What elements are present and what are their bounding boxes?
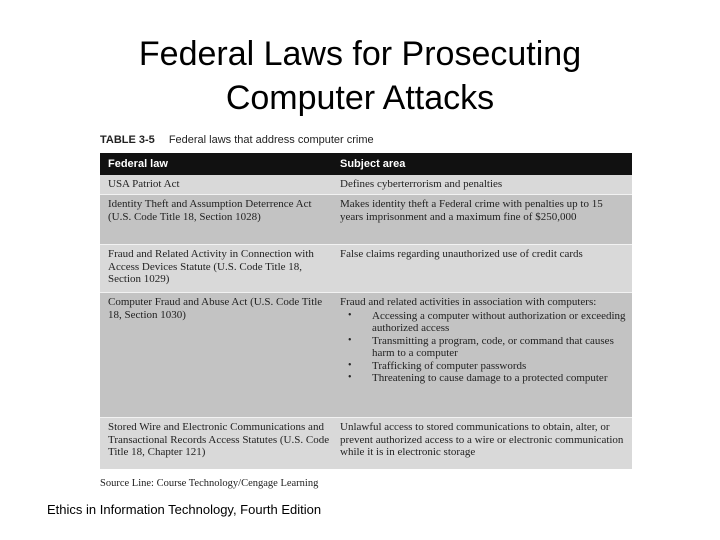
table-row [100,417,632,469]
cell-federal-law: Computer Fraud and Abuse Act (U.S. Code Title 18, Section 1030) [108,296,323,321]
table-row [100,194,632,244]
table-caption-text: Federal laws that address computer crime [168,134,374,146]
table-header-row [100,153,632,175]
cell-subject-area: Makes identity theft a Federal crime with penalties up to 15 years imprisonment and a maximum fine of $250,000 [340,198,603,223]
cell-federal-law: Stored Wire and Electronic Communications and Transactional Records Access Statutes (U.S. Code Title 18, Chapter 121) [108,421,330,458]
subject-bullet-list [340,310,626,385]
table-row [100,292,632,417]
cell-federal-law: Fraud and Related Activity in Connection with Access Devices Statute (U.S. Code Title 18, Section 1029) [108,248,314,285]
list-item: • Transmitting a program, code, or command that causes harm to a computer [340,335,626,360]
subject-intro: Fraud and related activities in association with computers: [340,296,597,308]
list-item: • Trafficking of computer passwords [340,360,626,373]
header-subject-area: Subject area [340,158,406,170]
table-row [100,175,632,194]
list-item: • Accessing a computer without authorization or exceeding authorized access [340,310,626,335]
slide-footer: Ethics in Information Technology, Fourth Edition [47,502,322,517]
cell-federal-law: USA Patriot Act [108,178,180,190]
slide-title-line-1: Federal Laws for Prosecuting [138,35,582,73]
federal-laws-table [100,153,632,469]
table-source-line: Source Line: Course Technology/Cengage Learning [100,478,319,489]
header-federal-law: Federal law [108,158,168,170]
cell-federal-law: Identity Theft and Assumption Deterrence Act (U.S. Code Title 18, Section 1028) [108,198,312,223]
table-number: TABLE 3-5 [100,134,155,146]
slide-title-line-2: Computer Attacks [225,79,495,117]
cell-subject-area [333,296,632,417]
cell-subject-area: Unlawful access to stored communications to obtain, alter, or prevent authorized access to a wire or electronic communication while it is in electronic storage [340,421,624,458]
cell-subject-area: Defines cyberterrorism and penalties [340,178,503,190]
list-item: • Threatening to cause damage to a protected computer [340,372,626,385]
table-caption [100,134,640,150]
cell-subject-area: False claims regarding unauthorized use of credit cards [340,248,583,260]
table-row [100,244,632,292]
slide-title [0,32,720,120]
